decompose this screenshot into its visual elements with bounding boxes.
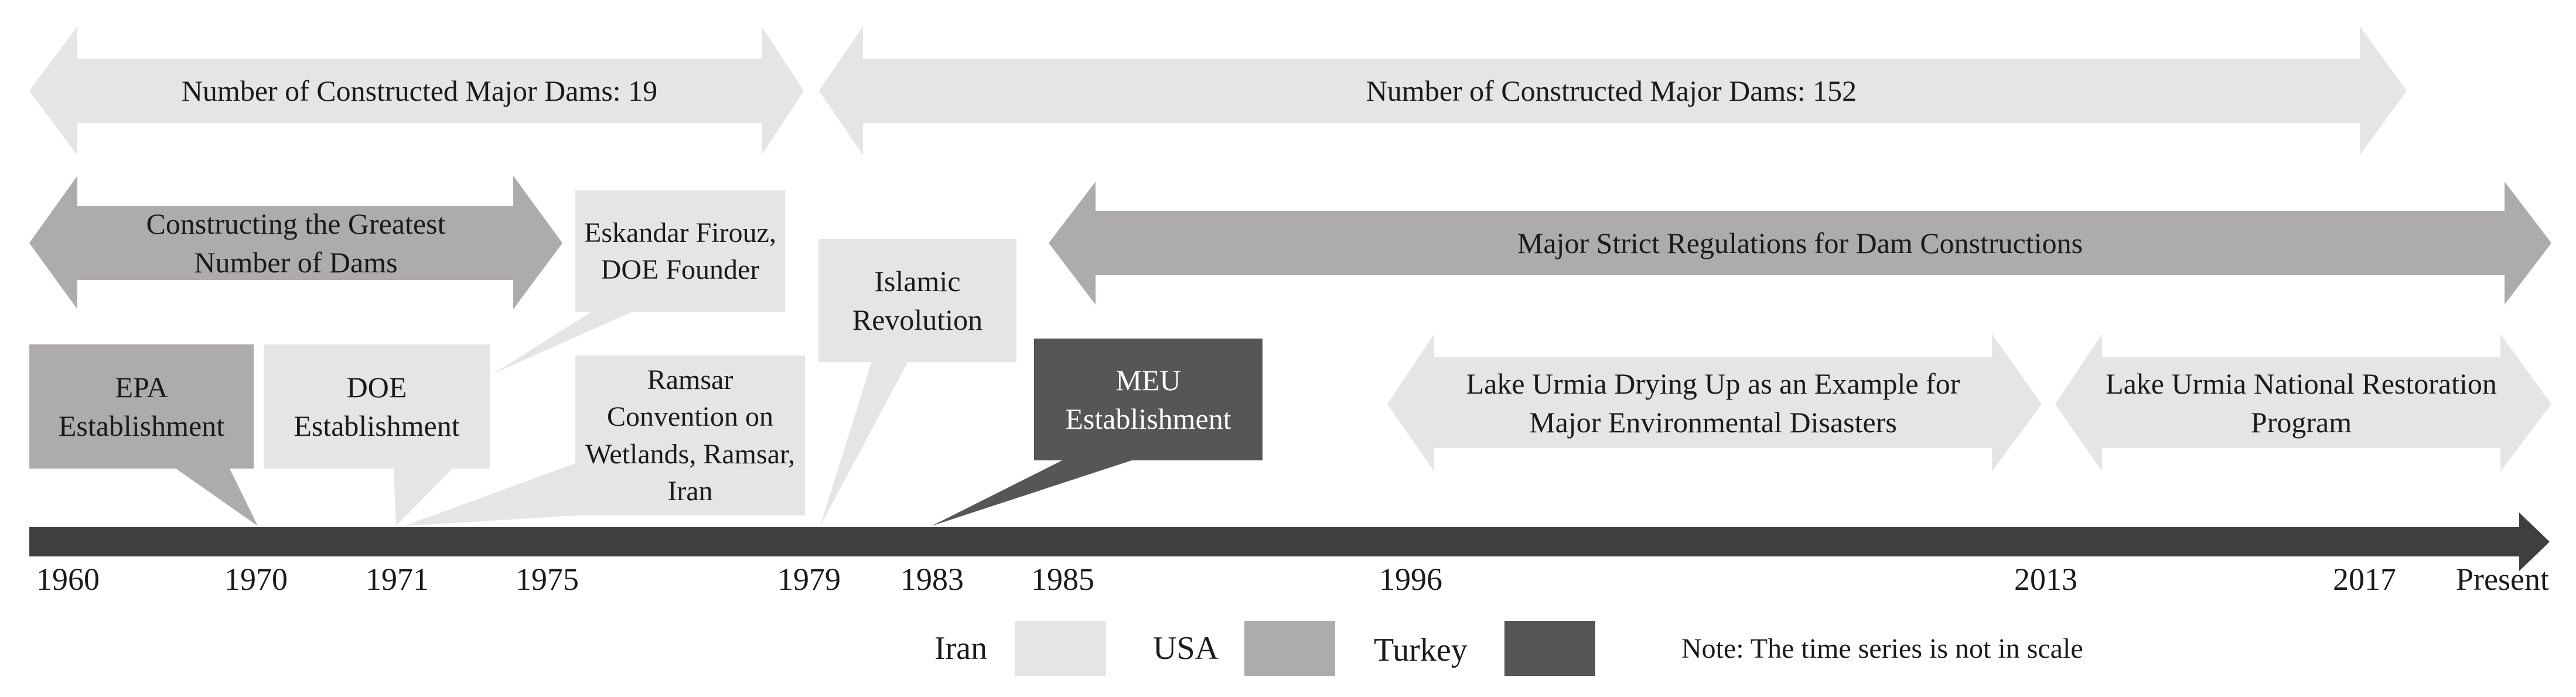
greatest-dams-label: Constructing the Greatest Number of Dams [146,207,446,279]
year-2013: 2013 [2014,562,2077,597]
legend-turkey-label: Turkey [1374,632,1468,668]
dams-19-label: Number of Constructed Major Dams: 19 [181,74,658,107]
year-1971: 1971 [366,562,429,597]
regulations-label: Major Strict Regulations for Dam Constructions [1517,227,2083,259]
islamic-revolution-label: Islamic Revolution [852,265,983,336]
year-1970: 1970 [224,562,288,597]
legend-usa-label: USA [1153,630,1219,667]
year-2017: 2017 [2333,562,2396,597]
lake-drying-label: Lake Urmia Drying Up as an Example for Major Environmental Disasters [1466,367,1960,439]
epa-label: EPA Establishment [58,371,225,442]
year-1983: 1983 [900,562,964,597]
lake-restoration-label: Lake Urmia National Restoration Program [2106,367,2497,439]
islamic-callout-tail [820,361,908,526]
year-1996: 1996 [1379,562,1442,597]
legend-turkey-swatch [1504,621,1595,676]
legend-iran-swatch [1015,621,1106,676]
year-1979: 1979 [777,562,841,597]
dams-152-label: Number of Constructed Major Dams: 152 [1366,74,1857,107]
year-1960: 1960 [36,562,100,597]
ramsar-label: Ramsar Convention on Wetlands, Ramsar, Iran [585,364,796,507]
eskandar-label: Eskandar Firouz, DOE Founder [584,217,776,285]
meu-callout-tail [932,460,1134,526]
legend-usa-swatch [1244,621,1335,676]
legend-iran-label: Iran [934,630,988,667]
year-1985: 1985 [1031,562,1094,597]
doe-label: DOE Establishment [294,371,460,442]
meu-label: MEU Establishment [1065,364,1231,435]
year-1975: 1975 [516,562,579,597]
year-present: Present [2456,562,2549,597]
epa-callout-tail [176,469,258,526]
scale-note: Note: The time series is not in scale [1681,633,2083,664]
